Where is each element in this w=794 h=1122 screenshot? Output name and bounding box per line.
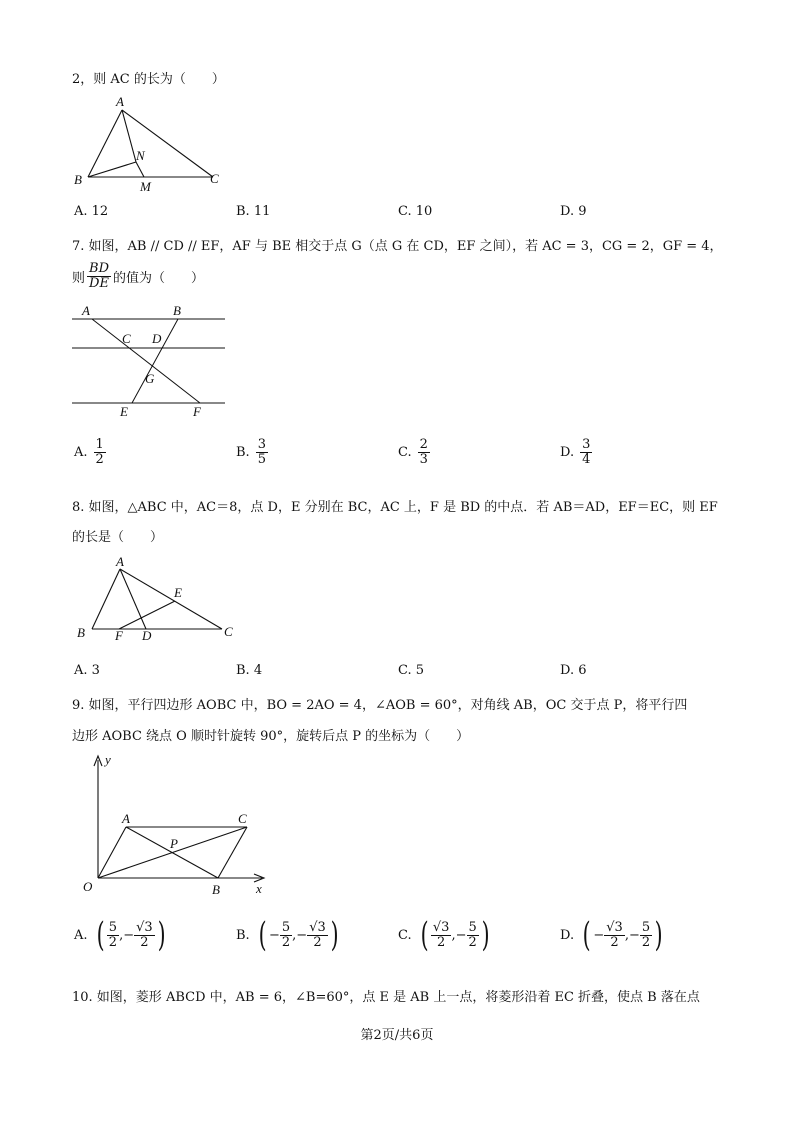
q8-option-b: B. 4	[236, 663, 263, 678]
label-a: A	[122, 811, 130, 826]
label-d: D	[152, 331, 162, 346]
option-letter: C.	[398, 444, 412, 460]
option-a: A. 12	[74, 204, 109, 219]
q7-fraction	[87, 262, 111, 290]
triangle-abc-midpoint-figure	[70, 553, 240, 645]
q7-option-a	[74, 438, 106, 466]
q8-option-a: A. 3	[74, 663, 100, 678]
fraction-a	[431, 921, 452, 949]
fraction-denominator: 2	[108, 934, 118, 950]
label-a: A	[116, 94, 124, 109]
q9-option-b	[236, 915, 341, 955]
label-c: C	[210, 171, 219, 186]
comma: ,	[624, 927, 629, 943]
sign-b: −	[628, 927, 640, 943]
fraction-numerator: 5	[281, 919, 291, 935]
label-a: A	[82, 303, 90, 318]
label-n: N	[136, 148, 145, 163]
fraction-numerator: √3	[136, 919, 153, 935]
label-p: P	[170, 836, 178, 851]
left-paren: (	[96, 915, 105, 955]
q8-option-c: C. 5	[398, 663, 425, 678]
fraction-a	[107, 921, 119, 949]
comma: ,	[119, 927, 124, 943]
fraction-numerator: 1	[95, 437, 104, 452]
q7-option-c	[398, 438, 430, 466]
fraction-denominator: 2	[437, 934, 446, 950]
sign-b: −	[123, 927, 135, 943]
parallel-lines-figure	[70, 302, 230, 420]
question-stem: 2，则 AC 的长为（ ）	[72, 72, 225, 87]
label-b: B	[212, 882, 220, 897]
option-coordinate	[580, 915, 665, 955]
fraction-denominator: 2	[95, 451, 104, 467]
option-fraction	[418, 438, 430, 466]
right-paren: )	[481, 915, 490, 955]
label-c: C	[238, 811, 247, 826]
label-b: B	[74, 172, 82, 187]
fraction-denominator: 2	[140, 934, 149, 950]
q7-stem-line2	[72, 262, 204, 290]
fraction-numerator: 5	[108, 919, 118, 935]
fraction-b	[640, 921, 652, 949]
sign-b: −	[296, 927, 308, 943]
fraction-a	[280, 921, 292, 949]
sign-b: −	[455, 927, 467, 943]
q8-stem-line1: 8. 如图，△ABC 中，AC＝8，点 D，E 分别在 BC，AC 上，F 是 BD 的中点．若 AB＝AD，EF＝EC，则 EF	[72, 500, 718, 515]
q9-option-a	[74, 915, 168, 955]
fraction-denominator: 3	[419, 451, 428, 467]
q7-option-d	[560, 438, 592, 466]
fraction-a	[604, 921, 625, 949]
triangle-abc-figure	[70, 92, 230, 197]
option-b: B. 11	[236, 204, 271, 219]
fraction-denominator: 2	[468, 934, 477, 950]
option-letter: A.	[74, 927, 88, 943]
fraction-numerator: 3	[582, 437, 591, 452]
option-letter: B.	[236, 444, 250, 460]
label-f: F	[115, 628, 123, 643]
fraction-b	[467, 921, 479, 949]
parallelogram-coordinate-figure	[70, 750, 280, 900]
option-letter: D.	[560, 927, 575, 943]
fraction-b	[134, 921, 155, 949]
option-fraction	[580, 438, 592, 466]
fraction-denominator: 4	[582, 451, 591, 467]
fraction-numerator: 5	[641, 919, 651, 935]
fraction-denominator: 2	[281, 934, 291, 950]
left-paren: (	[258, 915, 267, 955]
option-coordinate	[94, 915, 168, 955]
fraction-numerator: √3	[309, 919, 326, 935]
option-letter: A.	[74, 444, 88, 460]
q7-stem-post: 的值为（ ）	[113, 270, 205, 286]
label-c: C	[122, 331, 131, 346]
label-a: A	[116, 554, 124, 569]
option-letter: B.	[236, 927, 250, 943]
fraction-denominator: 2	[610, 934, 619, 950]
label-o: O	[83, 879, 93, 894]
option-fraction	[256, 438, 268, 466]
fraction-numerator: √3	[432, 919, 450, 935]
q9-stem-line1: 9. 如图，平行四边形 AOBC 中，BO = 2AO = 4，∠AOB = 60°，对角线 AB，OC 交于点 P，将平行四	[72, 698, 688, 713]
option-letter: D.	[560, 444, 575, 460]
q9-option-c	[398, 915, 492, 955]
fraction-b	[307, 921, 328, 949]
q7-option-b	[236, 438, 268, 466]
label-y-axis: y	[105, 752, 111, 767]
label-e: E	[120, 404, 128, 419]
q10-stem-line1: 10. 如图，菱形 ABCD 中，AB = 6，∠B=60°，点 E 是 AB 上一点，将菱形沿着 EC 折叠，使点 B 落在点	[72, 990, 700, 1005]
label-b: B	[173, 303, 181, 318]
label-x-axis: x	[256, 881, 262, 896]
q8-option-d: D. 6	[560, 663, 587, 678]
q7-stem-line1: 7. 如图，AB // CD // EF，AF 与 BE 相交于点 G（点 G 在 CD，EF 之间），若 AC = 3，CG = 2，GF = 4，	[72, 239, 723, 254]
fraction-numerator: 5	[468, 919, 477, 935]
fraction-numerator: 2	[419, 437, 428, 452]
sign-a: −	[593, 927, 605, 943]
fraction-denominator: 5	[257, 451, 266, 467]
fraction-denominator: 2	[641, 934, 651, 950]
fraction-denominator: DE	[89, 275, 109, 291]
label-e: E	[174, 585, 182, 600]
label-d: D	[142, 628, 152, 643]
label-m: M	[140, 179, 151, 194]
left-paren: (	[420, 915, 429, 955]
option-c: C. 10	[398, 204, 433, 219]
page-footer: 第2页/共6页	[360, 1028, 434, 1043]
option-letter: C.	[398, 927, 412, 943]
label-c: C	[224, 624, 233, 639]
fraction-numerator: BD	[89, 261, 109, 276]
comma: ,	[451, 927, 456, 943]
option-coordinate	[256, 915, 341, 955]
q9-option-d	[560, 915, 665, 955]
comma: ,	[292, 927, 297, 943]
label-b: B	[77, 625, 85, 640]
label-g: G	[145, 371, 155, 386]
option-coordinate	[418, 915, 492, 955]
right-paren: )	[654, 915, 663, 955]
sign-a: −	[268, 927, 280, 943]
q8-stem-line2: 的长是（ ）	[72, 530, 164, 545]
fraction-numerator: 3	[257, 437, 266, 452]
right-paren: )	[157, 915, 166, 955]
left-paren: (	[582, 915, 591, 955]
option-d: D. 9	[560, 204, 587, 219]
label-f: F	[193, 404, 201, 419]
option-fraction	[94, 438, 106, 466]
fraction-numerator: √3	[606, 919, 623, 935]
right-paren: )	[330, 915, 339, 955]
q9-stem-line2: 边形 AOBC 绕点 O 顺时针旋转 90°，旋转后点 P 的坐标为（ ）	[72, 729, 470, 744]
q7-stem-pre: 则	[72, 270, 86, 286]
fraction-denominator: 2	[313, 934, 322, 950]
